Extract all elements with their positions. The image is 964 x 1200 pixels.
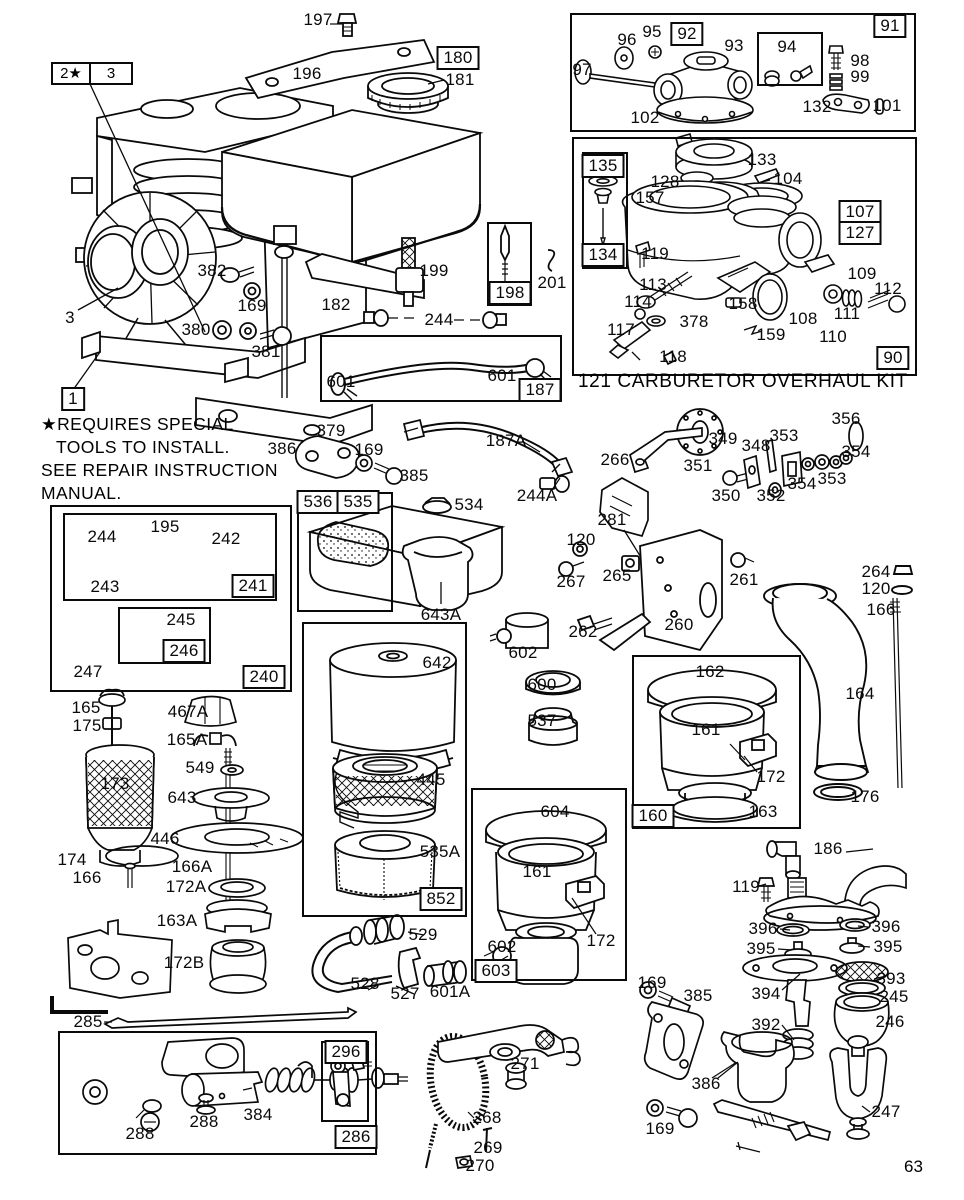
part-label-172: 172 xyxy=(586,931,616,950)
part-label-446: 446 xyxy=(150,829,180,848)
part-label-182: 182 xyxy=(321,295,351,314)
part-label-172A: 172A xyxy=(165,877,207,896)
part-label-264: 264 xyxy=(861,562,891,581)
part-label-169: 169 xyxy=(354,440,384,459)
part-label-169: 169 xyxy=(237,296,267,315)
part-label-244: 244 xyxy=(87,527,117,546)
part-label-160: 160 xyxy=(632,804,675,828)
part-label-162: 162 xyxy=(695,662,725,681)
part-label-180: 180 xyxy=(437,46,480,70)
part-label-92: 92 xyxy=(670,22,703,46)
part-label-90: 90 xyxy=(876,346,909,370)
part-label-242: 242 xyxy=(211,529,241,548)
part-label-356: 356 xyxy=(831,409,861,428)
part-label-534: 534 xyxy=(454,495,484,514)
part-label-604: 604 xyxy=(540,802,570,821)
part-label-111: 111 xyxy=(833,304,861,323)
part-label-643A: 643A xyxy=(420,605,462,624)
part-label-527: 527 xyxy=(390,984,420,1003)
part-label-128: 128 xyxy=(650,172,680,191)
part-label-600: 600 xyxy=(527,675,557,694)
part-label-852: 852 xyxy=(420,887,463,911)
part-label-288: 288 xyxy=(125,1124,155,1143)
part-label-176: 176 xyxy=(850,787,880,806)
part-label-244A: 244A xyxy=(516,486,558,505)
part-label-120: 120 xyxy=(566,530,596,549)
part-label-118: 118 xyxy=(659,347,687,366)
part-label-266: 266 xyxy=(600,450,630,469)
part-label-271: 271 xyxy=(510,1054,540,1073)
part-label-173: 173 xyxy=(100,774,130,793)
part-label-98: 98 xyxy=(850,51,870,70)
part-label-169: 169 xyxy=(637,973,667,992)
part-label-265: 265 xyxy=(602,566,632,585)
part-label-349: 349 xyxy=(708,429,738,448)
part-label-535A: 535A xyxy=(419,842,461,861)
part-label-352: 352 xyxy=(756,486,786,505)
part-label-394: 394 xyxy=(751,984,781,1003)
part-label-354: 354 xyxy=(841,442,871,461)
part-label-268: 268 xyxy=(472,1108,502,1127)
part-label-395: 395 xyxy=(746,939,776,958)
part-label-198: 198 xyxy=(489,281,532,305)
part-label-157: 157 xyxy=(635,188,665,207)
part-label-94: 94 xyxy=(777,37,797,56)
part-label-186: 186 xyxy=(813,839,843,858)
part-label-536: 536 xyxy=(297,490,340,514)
part-label-384: 384 xyxy=(243,1105,273,1124)
part-label-161: 161 xyxy=(691,720,721,739)
part-label-350: 350 xyxy=(711,486,741,505)
part-label-381: 381 xyxy=(251,342,281,361)
part-label-396: 396 xyxy=(871,917,901,936)
bracket-plate-icon xyxy=(68,920,172,998)
part-label-101: 101 xyxy=(872,96,902,115)
part-label-187: 187 xyxy=(519,378,562,402)
part-label-165: 165 xyxy=(71,698,101,717)
part-label-169: 169 xyxy=(645,1119,675,1138)
part-label-102: 102 xyxy=(630,108,660,127)
part-label-385: 385 xyxy=(399,466,429,485)
part-label-378: 378 xyxy=(679,312,709,331)
part-label-396: 396 xyxy=(748,919,778,938)
page-number: 63 xyxy=(904,1157,923,1176)
part-label-243: 243 xyxy=(90,577,120,596)
breather-plate-379-group xyxy=(296,436,402,484)
part-label-393: 393 xyxy=(876,969,906,988)
part-label-288: 288 xyxy=(189,1112,219,1131)
part-label-97: 97 xyxy=(572,60,592,79)
part-label-158: 158 xyxy=(728,294,758,313)
part-label-286: 286 xyxy=(335,1125,378,1149)
part-label-166: 166 xyxy=(866,600,896,619)
part-label-244: 244 xyxy=(424,310,454,329)
part-label-245: 245 xyxy=(166,610,196,629)
part-label-602: 602 xyxy=(487,937,517,956)
part-label-133: 133 xyxy=(747,150,777,169)
part-label-261: 261 xyxy=(729,570,759,589)
note-line-2: TOOLS TO INSTALL. xyxy=(56,437,230,457)
part-label-269: 269 xyxy=(473,1138,503,1157)
part-label-175: 175 xyxy=(72,716,102,735)
part-label-601A: 601A xyxy=(429,982,471,1001)
part-label-379: 379 xyxy=(316,421,346,440)
part-label-386: 386 xyxy=(267,439,297,458)
part-label-201: 201 xyxy=(537,273,567,292)
part-label-199: 199 xyxy=(419,261,449,280)
flywheel-ref-cell-2: 2★ xyxy=(51,62,91,85)
part-label-262: 262 xyxy=(568,622,598,641)
part-label-247: 247 xyxy=(871,1102,901,1121)
part-label-601: 601 xyxy=(487,366,517,385)
part-label-195: 195 xyxy=(150,517,180,536)
part-label-380: 380 xyxy=(181,320,211,339)
part-label-382: 382 xyxy=(197,261,227,280)
part-label-117: 117 xyxy=(607,320,635,339)
part-label-127: 127 xyxy=(839,221,882,245)
part-label-602: 602 xyxy=(508,643,538,662)
note-line-4: MANUAL. xyxy=(41,483,122,503)
special-tools-note xyxy=(41,413,278,505)
part-label-119: 119 xyxy=(641,244,669,263)
part-label-537: 537 xyxy=(527,711,557,730)
part-label-107: 107 xyxy=(839,200,882,224)
part-label-528: 528 xyxy=(350,974,380,993)
part-label-353: 353 xyxy=(817,469,847,488)
part-label-296: 296 xyxy=(325,1040,368,1064)
flywheel-ref-box xyxy=(51,62,133,85)
part-label-196: 196 xyxy=(292,64,322,83)
note-line-3: SEE REPAIR INSTRUCTION xyxy=(41,460,278,480)
part-label-529: 529 xyxy=(408,925,438,944)
part-label-165A: 165A xyxy=(166,730,208,749)
part-label-166: 166 xyxy=(72,868,102,887)
part-label-549: 549 xyxy=(185,758,215,777)
part-label-246: 246 xyxy=(163,639,206,663)
part-label-247: 247 xyxy=(73,662,103,681)
part-label-353: 353 xyxy=(769,426,799,445)
part-label-348: 348 xyxy=(741,436,771,455)
part-label-99: 99 xyxy=(850,67,870,86)
part-label-93: 93 xyxy=(724,36,744,55)
part-label-120: 120 xyxy=(861,579,891,598)
note-line-1: ★REQUIRES SPECIAL xyxy=(41,414,234,434)
part-label-95: 95 xyxy=(642,22,662,41)
part-label-197: 197 xyxy=(303,10,333,29)
part-label-260: 260 xyxy=(664,615,694,634)
part-label-187A: 187A xyxy=(485,431,527,450)
part-label-642: 642 xyxy=(422,653,452,672)
part-label-181: 181 xyxy=(445,70,475,89)
part-label-174: 174 xyxy=(57,850,87,869)
part-label-3: 3 xyxy=(65,308,75,327)
part-label-285: 285 xyxy=(73,1012,103,1031)
part-label-281: 281 xyxy=(597,510,627,529)
part-label-241: 241 xyxy=(232,574,275,598)
part-label-535: 535 xyxy=(337,490,380,514)
part-label-172: 172 xyxy=(756,767,786,786)
part-label-110: 110 xyxy=(819,327,847,346)
part-label-163A: 163A xyxy=(156,911,198,930)
part-label-163: 163 xyxy=(748,802,778,821)
part-label-134: 134 xyxy=(582,243,625,267)
part-label-104: 104 xyxy=(773,169,803,188)
part-label-392: 392 xyxy=(751,1015,781,1034)
part-label-267: 267 xyxy=(556,572,586,591)
part-label-166A: 166A xyxy=(171,857,213,876)
part-label-172B: 172B xyxy=(163,953,205,972)
part-label-643: 643 xyxy=(167,788,197,807)
part-label-386: 386 xyxy=(691,1074,721,1093)
part-label-119: 119 xyxy=(732,877,760,896)
part-label-164: 164 xyxy=(845,684,875,703)
part-label-91: 91 xyxy=(873,14,906,38)
part-label-132: 132 xyxy=(802,97,832,116)
part-label-240: 240 xyxy=(243,665,286,689)
part-label-351: 351 xyxy=(683,456,713,475)
part-label-246: 246 xyxy=(875,1012,905,1031)
part-label-108: 108 xyxy=(788,309,818,328)
part-label-601: 601 xyxy=(326,372,356,391)
part-label-113: 113 xyxy=(639,275,667,294)
part-label-112: 112 xyxy=(874,279,902,298)
flywheel-ref-cell-3: 3 xyxy=(91,62,133,85)
part-label-603: 603 xyxy=(475,959,518,983)
part-label-135: 135 xyxy=(582,154,625,178)
part-label-467A: 467A xyxy=(167,702,209,721)
part-label-354: 354 xyxy=(787,474,817,493)
part-label-159: 159 xyxy=(756,325,786,344)
part-label-114: 114 xyxy=(624,292,652,311)
part-label-245: 245 xyxy=(879,987,909,1006)
part-label-96: 96 xyxy=(617,30,637,49)
part-label-385: 385 xyxy=(683,986,713,1005)
part-label-109: 109 xyxy=(847,264,877,283)
part-label-270: 270 xyxy=(465,1156,495,1175)
part-label-161: 161 xyxy=(522,862,552,881)
carburetor-kit-caption: 121 CARBURETOR OVERHAUL KIT xyxy=(578,371,908,392)
part-label-395: 395 xyxy=(873,937,903,956)
part-label-1: 1 xyxy=(61,387,85,411)
part-label-445: 445 xyxy=(416,770,446,789)
